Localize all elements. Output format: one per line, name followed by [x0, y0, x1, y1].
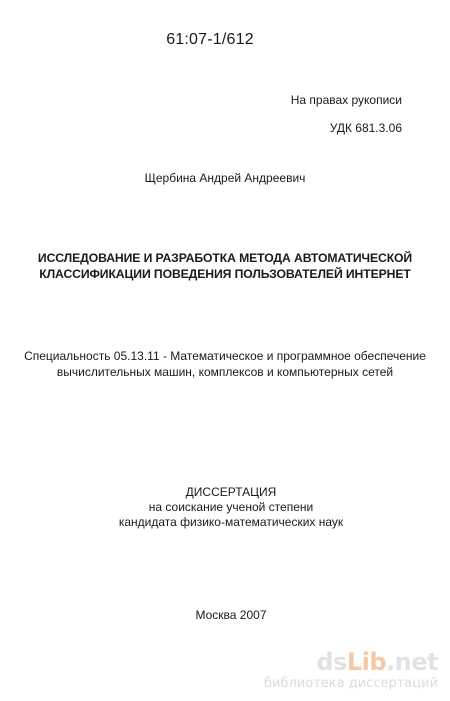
degree-line: на соискание ученой степени: [148, 500, 314, 514]
dissertation-title: [20, 250, 430, 282]
specialty-line: Специальность 05.13.11 - Математическое и программное обеспечение: [24, 349, 426, 363]
city-year: Москва 2007: [195, 608, 267, 622]
udk-code: УДК 681.3.06: [329, 121, 402, 135]
specialty-line: вычислительных машин, комплексов и компьютерных сетей: [56, 365, 394, 379]
degree-line: кандидата физико-математических наук: [118, 515, 344, 529]
archive-code: 61:07-1/612: [166, 31, 254, 48]
watermark-subtitle: библиотека диссертаций: [264, 676, 438, 691]
degree-line: ДИССЕРТАЦИЯ: [185, 485, 277, 499]
title-line: КЛАССИФИКАЦИИ ПОВЕДЕНИЯ ПОЛЬЗОВАТЕЛЕЙ ИНТЕРНЕТ: [39, 267, 411, 281]
watermark-logo: [264, 650, 438, 674]
watermark-logo-ds: ds: [316, 648, 347, 676]
watermark-logo-lib: Lib: [346, 648, 387, 676]
dslib-watermark: [264, 650, 438, 691]
specialty-block: [20, 348, 430, 380]
dissertation-degree-block: [0, 485, 450, 530]
manuscript-rights-note: На правах рукописи: [290, 93, 402, 107]
watermark-logo-net: .net: [386, 648, 438, 676]
author-name: Щербина Андрей Андреевич: [144, 171, 306, 185]
title-line: ИССЛЕДОВАНИЕ И РАЗРАБОТКА МЕТОДА АВТОМАТИЧЕСКОЙ: [37, 251, 413, 265]
